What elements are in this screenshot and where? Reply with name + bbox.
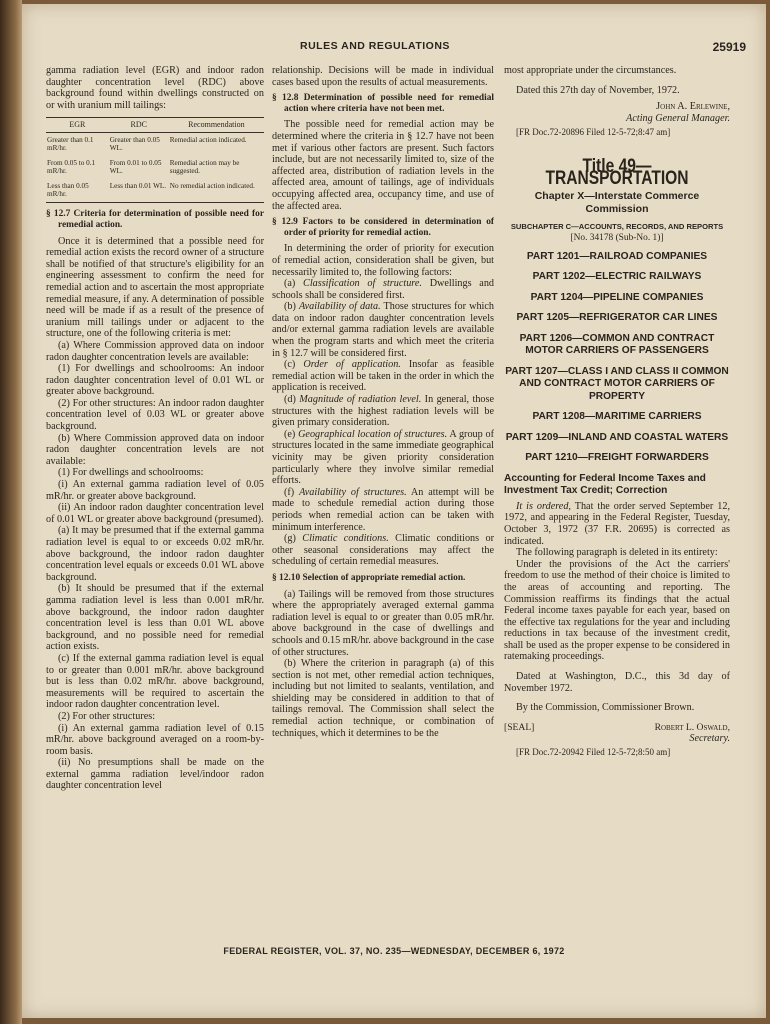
paragraph: (c) If the external gamma radiation level is equal to or greater than 0.001 mR/hr. above background but is less than 0.02 mR/hr. above background, measurements will be required to ascertain the indoor radon daughter concentration level.: [46, 652, 264, 711]
part-heading: PART 1201—RAILROAD COMPANIES: [526, 250, 708, 262]
part-heading: PART 1209—INLAND AND COASTAL WATERS: [505, 431, 729, 443]
priority-factors: [272, 278, 494, 568]
paragraph: (a) Where Commission approved data on indoor radon daughter concentration levels are available:: [46, 339, 264, 363]
fr-doc-line-2: [FR Doc.72-20942 Filed 12-5-72;8:50 am]: [516, 747, 671, 758]
factor-item: (a) Classification of structure. Dwellings and schools shall be considered first.: [272, 278, 495, 301]
table-cell: Remedial action may be suggested.: [169, 159, 240, 176]
paragraph: (2) For other structures:: [58, 710, 156, 722]
table-cell: No remedial action indicated.: [169, 179, 264, 203]
factor-item: (d) Magnitude of radiation level. In general, those structures with the highest radiation levels will be given primary consideration.: [272, 394, 495, 429]
factor-item: (e) Geographical location of structures. A group of structures located in the same immediate geographical vicinity may be given priority consideration particularly where they involve similar remedial efforts.: [272, 428, 494, 487]
section-heading-12-7: § 12.7 Criteria for determination of possible need for remedial action.: [46, 209, 264, 230]
table-header: Recommendation: [169, 118, 264, 133]
paragraph: (b) Where the criterion in paragraph (a) of this section is not met, other remedial action techniques, including but not limited to sealants, ventilation, and shielding may be considered in addition to that of tailings removal. The Commission shall select the remedial action technique, or combination of techniques, which it determines to be the: [272, 658, 494, 739]
docket-number: [No. 34178 (Sub-No. 1)]: [570, 233, 664, 244]
table-cell: Greater than 0.05 WL.: [109, 136, 160, 153]
paragraph: The following paragraph is deleted in its entirety:: [516, 547, 718, 559]
part-heading: PART 1202—ELECTRIC RAILWAYS: [532, 271, 702, 283]
paragraph: (b) Where Commission approved data on indoor radon daughter concentration levels are not available:: [46, 432, 264, 467]
signer-name: John A. Erlewine,: [656, 101, 730, 113]
column-2: [272, 65, 494, 739]
book-spine: [0, 0, 22, 1024]
paragraph: (ii) No presumptions shall be made on the external gamma radiation level/indoor radon daughter concentration level: [46, 757, 264, 792]
paragraph: In determining the order of priority for execution of remedial action, consideration shall be given, but necessarily limited to, the following factors:: [272, 243, 494, 278]
paragraph: (a) It may be presumed that if the external gamma radiation level is equal to or exceeds 0.02 mR/hr. above background, the indoor radon daughter concentration level equals or exceeds 0.01 WL above background.: [46, 525, 264, 583]
paragraph: It is ordered, That the order served September 12, 1972, and appearing in the Federal Register, Tuesday, October 3, 1972 (37 F.R. 20695) is corrected as indicated.: [504, 500, 730, 547]
factor-item: (f) Availability of structures. An attempt will be made to schedule remedial action during those periods when remedial action can be taken with minimum interference.: [272, 486, 495, 533]
title-49-heading: Title 49—TRANSPORTATION: [545, 155, 689, 189]
accounting-heading: Accounting for Federal Income Taxes and Investment Tax Credit; Correction: [504, 472, 706, 496]
paragraph: (ii) An indoor radon daughter concentration level of 0.01 WL or greater above background (presumed).: [46, 502, 264, 525]
footer: FEDERAL REGISTER, VOL. 37, NO. 235—WEDNESDAY, DECEMBER 6, 1972: [223, 946, 565, 956]
part-heading: PART 1210—FREIGHT FORWARDERS: [525, 452, 709, 464]
paragraph: relationship. Decisions will be made in individual cases based upon the results of actual measurements.: [272, 65, 494, 88]
page: [22, 4, 766, 1018]
signature-block: [504, 722, 730, 734]
paragraph: (2) For other structures: An indoor radon daughter concentration level of 0.03 WL or greater above background.: [46, 397, 264, 433]
table-header: RDC: [109, 118, 169, 133]
paragraph: (1) For dwellings and schoolrooms: An indoor radon daughter concentration level of 0.01 WL or greater above background.: [46, 363, 264, 398]
part-heading: PART 1208—MARITIME CARRIERS: [532, 411, 702, 423]
dated-line: Dated this 27th day of November, 1972.: [516, 84, 680, 96]
signer-2-title: Secretary.: [689, 733, 730, 745]
fr-doc-line: [FR Doc.72-20896 Filed 12-5-72;8:47 am]: [516, 127, 671, 138]
header-title: RULES AND REGULATIONS: [300, 40, 450, 52]
section-12-7-body: [46, 236, 264, 793]
page-number: 25919: [712, 40, 746, 54]
subchapter-heading: SUBCHAPTER C—ACCOUNTS, RECORDS, AND REPORTS: [510, 222, 724, 232]
paragraph: Once it is determined that a possible need for remedial action exists the record owner of a structure shall be notified of that structure's eligibility for an engineering assessment to confirm the need for remedial action and to ascertain the most appropriate remedial measure, if any. A determination of possible need will be made if as a result of the presence of uranium mill tailings under or adjacent to the structure, one of the following criteria is met:: [46, 235, 264, 340]
paragraph: The possible need for remedial action may be determined where the criteria in § 12.7 have not been met if various other factors are present. Such factors include, but are not necessarily limited to, size of the affected area, distribution of radiation levels in the affected area, amount of tailings, age of individuals occupying affected area, occupancy time, and use of the affected area.: [272, 119, 494, 212]
table-cell: Remedial action indicated.: [169, 136, 247, 145]
paragraph: By the Commission, Commissioner Brown.: [516, 702, 695, 714]
chapter-heading: Chapter X—Interstate Commerce Commission: [534, 190, 700, 216]
part-heading: PART 1205—REFRIGERATOR CAR LINES: [516, 312, 718, 324]
table-row: [46, 179, 264, 203]
part-heading: PART 1204—PIPELINE COMPANIES: [530, 291, 704, 303]
table-row: [46, 156, 264, 179]
table-cell: Less than 0.01 WL.: [109, 179, 169, 203]
seal-mark: [SEAL]: [504, 721, 535, 733]
column-1: [46, 65, 264, 792]
section-heading-12-10: § 12.10 Selection of appropriate remedial action.: [272, 572, 466, 583]
table-cell: Greater than 0.1 mR/hr.: [47, 136, 94, 153]
part-heading: PART 1206—COMMON AND CONTRACT MOTOR CARRIERS OF PASSENGERS: [519, 332, 715, 357]
paragraph: Dated at Washington, D.C., this 3d day of November 1972.: [504, 671, 730, 694]
table-cell: From 0.05 to 0.1 mR/hr.: [47, 159, 96, 176]
paragraph: (b) It should be presumed that if the external gamma radiation level is less than 0.001 mR/hr. above background, the indoor radon daughter concentration level is less than 0.01 WL above background, and no possible need for remedial action exists.: [46, 583, 264, 653]
egr-rdc-table: [46, 117, 264, 203]
signer-title: Acting General Manager.: [626, 112, 730, 124]
section-heading-12-8: § 12.8 Determination of possible need for remedial action where criteria have not been met.: [272, 93, 494, 114]
column-3: [504, 65, 730, 759]
factor-item: (b) Availability of data. Those structures for which data on indoor radon daughter concentration levels and/or external gamma radiation levels are available when the program starts and which meet the criteria in § 12.7 will be considered first.: [272, 301, 494, 359]
table-cell: Less than 0.05 mR/hr.: [46, 179, 109, 203]
paragraph: (1) For dwellings and schoolrooms:: [58, 467, 204, 479]
section-heading-12-9: § 12.9 Factors to be considered in determination of order of priority for remedial action.: [272, 217, 494, 238]
factor-item: (g) Climatic conditions. Climatic conditions or other seasonal considerations may affect the scheduling of certain remedial measures.: [272, 533, 494, 568]
intro-text: gamma radiation level (EGR) and indoor radon daughter concentration level (RDC) above background found within dwellings constructed on or with uranium mill tailings:: [46, 65, 264, 111]
table-cell: From 0.01 to 0.05 WL.: [109, 159, 162, 176]
factor-item: (c) Order of application. Insofar as feasible remedial action will be taken in the order in which the application is received.: [272, 359, 495, 394]
paragraph: Under the provisions of the Act the carriers' freedom to use the method of their choice is limited to the areas of accounting and reporting. The Commission reaffirms its findings that the actual Federal income taxes payable for each year, based on the effective tax regulations for the year and including reductions in tax because of the investment credit, shall be used as the proper expense to be considered in ratemaking proceedings.: [504, 558, 730, 663]
paragraph: (i) An external gamma radiation level of 0.05 mR/hr. or greater above background.: [46, 479, 264, 502]
part-heading: PART 1207—CLASS I AND CLASS II COMMON AND CONTRACT MOTOR CARRIERS OF PROPERTY: [505, 365, 729, 402]
signer-2-name: Robert L. Oswald,: [654, 721, 730, 733]
table-row: [46, 133, 264, 157]
paragraph: most appropriate under the circumstances.: [504, 65, 677, 76]
paragraph: (a) Tailings will be removed from those structures where the appropriately averaged external gamma radiation level is equal to or greater than 0.05 mR/hr. above background in the case of dwellings and schools and 0.15 mR/hr. above background in the case of other structures.: [272, 588, 494, 658]
table-header: EGR: [46, 118, 109, 133]
parts-list: [504, 251, 730, 465]
paragraph: (i) An external gamma radiation level of 0.15 mR/hr. above background averaged on a room-by-room basis.: [46, 722, 264, 757]
